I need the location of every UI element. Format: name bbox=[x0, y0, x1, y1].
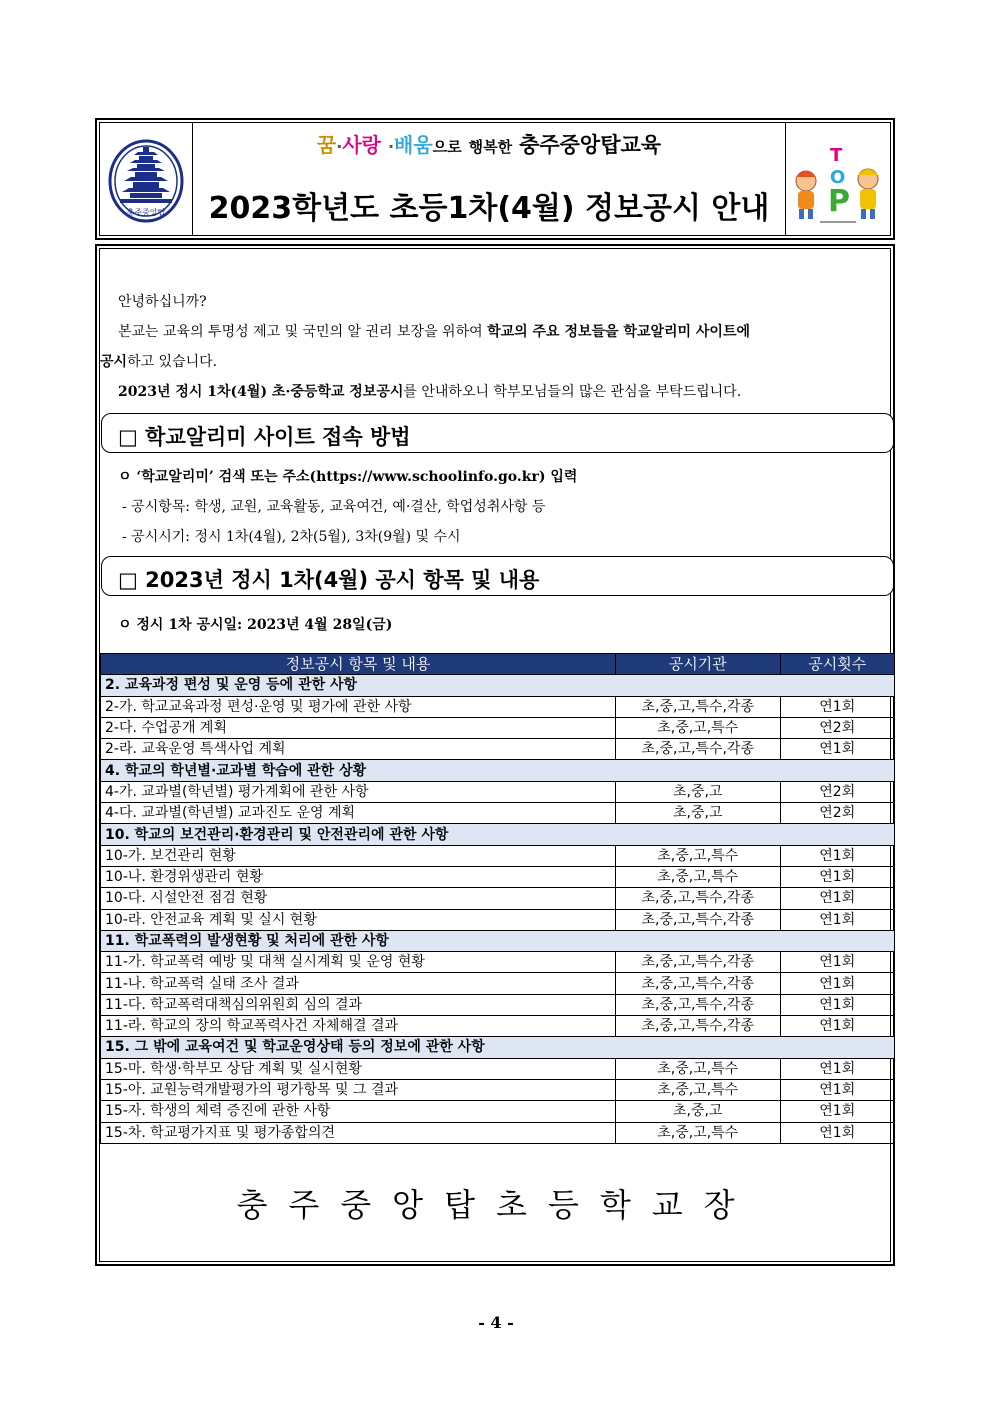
mascot-letter-t: T bbox=[830, 145, 843, 166]
intro-line-1 bbox=[118, 321, 750, 341]
table-category-row bbox=[101, 1037, 895, 1058]
table-row bbox=[101, 994, 895, 1015]
table-row bbox=[101, 1101, 895, 1122]
access-item-categories: - 공시항목: 학생, 교원, 교육활동, 교육여건, 예·결산, 학업성취사항 등 bbox=[122, 499, 546, 515]
greeting-text: 안녕하십니까? bbox=[118, 294, 207, 310]
mascot-letter-o: O bbox=[830, 167, 846, 188]
freq-cell: 연1회 bbox=[780, 888, 895, 909]
signature: 충주중앙탑초등학교장 bbox=[236, 1186, 756, 1224]
freq-cell: 연1회 bbox=[780, 994, 895, 1015]
slogan-suffix-1: 으로 bbox=[432, 138, 462, 156]
org-cell: 초,중,고,특수,각종 bbox=[615, 909, 780, 930]
page-title: 2023학년도 초등1차(4월) 정보공시 안내 bbox=[208, 191, 770, 226]
intro-line-1-a: 본교는 교육의 투명성 제고 및 국민의 알 권리 보장을 위하여 bbox=[118, 324, 488, 340]
org-cell: 초,중,고,특수,각종 bbox=[615, 888, 780, 909]
org-cell: 초,중,고,특수,각종 bbox=[615, 952, 780, 973]
org-cell: 초,중,고,특수,각종 bbox=[615, 1016, 780, 1037]
slogan-learning: 배움 bbox=[394, 133, 433, 157]
category-cell: 15. 그 밖에 교육여건 및 학교운영상태 등의 정보에 관한 사항 bbox=[101, 1037, 895, 1058]
header-org: 공시기관 bbox=[615, 654, 780, 675]
intro-line-3 bbox=[118, 381, 741, 401]
org-cell: 초,중,고,특수,각종 bbox=[615, 994, 780, 1015]
org-cell: 초,중,고,특수 bbox=[615, 845, 780, 866]
page-number: - 4 - bbox=[478, 1313, 514, 1332]
disclosure-date-bullet: ㅇ 정시 1차 공시일: 2023년 4월 28일(금) bbox=[118, 617, 393, 633]
freq-cell: 연1회 bbox=[780, 973, 895, 994]
item-cell: 10-라. 안전교육 계획 및 실시 현황 bbox=[101, 909, 616, 930]
org-cell: 초,중,고,특수 bbox=[615, 1079, 780, 1100]
category-cell: 11. 학교폭력의 발생현황 및 처리에 관한 사항 bbox=[101, 930, 895, 951]
disclosure-items-table bbox=[100, 653, 895, 1144]
org-cell: 초,중,고 bbox=[615, 781, 780, 802]
item-cell: 15-차. 학교평가지표 및 평가종합의견 bbox=[101, 1122, 616, 1143]
table-row bbox=[101, 1058, 895, 1079]
section-title-access: □ 학교알리미 사이트 접속 방법 bbox=[118, 425, 411, 449]
mascot-letter-p: P bbox=[828, 184, 850, 219]
item-cell: 4-다. 교과별(학년별) 교과진도 운영 계획 bbox=[101, 803, 616, 824]
item-cell: 15-자. 학생의 체력 증진에 관한 사항 bbox=[101, 1101, 616, 1122]
intro-line-3-b: 를 안내하오니 학부모님들의 많은 관심을 부탁드립니다. bbox=[403, 384, 742, 400]
table-header-row bbox=[101, 654, 895, 675]
table-row bbox=[101, 866, 895, 887]
item-cell: 4-가. 교과별(학년별) 평가계획에 관한 사항 bbox=[101, 781, 616, 802]
item-cell: 10-나. 환경위생관리 현황 bbox=[101, 866, 616, 887]
org-cell: 초,중,고,특수 bbox=[615, 717, 780, 738]
table-row bbox=[101, 888, 895, 909]
header-freq: 공시횟수 bbox=[780, 654, 895, 675]
item-cell: 11-다. 학교폭력대책심의위원회 심의 결과 bbox=[101, 994, 616, 1015]
section-heading-items bbox=[101, 556, 894, 596]
freq-cell: 연1회 bbox=[780, 1079, 895, 1100]
item-cell: 2-라. 교육운영 특색사업 계획 bbox=[101, 739, 616, 760]
freq-cell: 연1회 bbox=[780, 1122, 895, 1143]
table-row bbox=[101, 696, 895, 717]
slogan bbox=[193, 129, 785, 159]
freq-cell: 연1회 bbox=[780, 952, 895, 973]
freq-cell: 연1회 bbox=[780, 739, 895, 760]
intro-line-3-a: 2023년 정시 1차(4월) 초·중등학교 정보공시 bbox=[118, 384, 404, 400]
org-cell: 초,중,고 bbox=[615, 803, 780, 824]
top-mascot-logo bbox=[790, 141, 886, 225]
item-cell: 10-다. 시설안전 점검 현황 bbox=[101, 888, 616, 909]
org-cell: 초,중,고,특수,각종 bbox=[615, 973, 780, 994]
slogan-suffix-2: 행복한 bbox=[468, 138, 513, 156]
access-bullet: ㅇ ‘학교알리미’ 검색 또는 주소(https://www.schoolinfo.go.kr) 입력 bbox=[118, 469, 578, 485]
org-cell: 초,중,고,특수,각종 bbox=[615, 696, 780, 717]
header-item: 정보공시 항목 및 내용 bbox=[101, 654, 616, 675]
table-row bbox=[101, 739, 895, 760]
table-body bbox=[101, 675, 895, 1144]
slogan-love: 사랑 bbox=[342, 133, 381, 157]
section-title-items: □ 2023년 정시 1차(4월) 공시 항목 및 내용 bbox=[118, 568, 540, 592]
item-cell: 11-나. 학교폭력 실태 조사 결과 bbox=[101, 973, 616, 994]
item-cell: 15-아. 교원능력개발평가의 평가항목 및 그 결과 bbox=[101, 1079, 616, 1100]
freq-cell: 연2회 bbox=[780, 717, 895, 738]
table-row bbox=[101, 803, 895, 824]
category-cell: 2. 교육과정 편성 및 운영 등에 관한 사항 bbox=[101, 675, 895, 696]
category-cell: 10. 학교의 보건관리·환경관리 및 안전관리에 관한 사항 bbox=[101, 824, 895, 845]
category-cell: 4. 학교의 학년별·교과별 학습에 관한 상황 bbox=[101, 760, 895, 781]
header-inner bbox=[99, 122, 891, 236]
freq-cell: 연1회 bbox=[780, 1058, 895, 1079]
logo-cell bbox=[100, 123, 193, 235]
item-cell: 15-마. 학생·학부모 상담 계획 및 실시현황 bbox=[101, 1058, 616, 1079]
section-heading-access bbox=[101, 413, 894, 453]
item-cell: 10-가. 보건관리 현황 bbox=[101, 845, 616, 866]
item-cell: 11-라. 학교의 장의 학교폭력사건 자체해결 결과 bbox=[101, 1016, 616, 1037]
document-header bbox=[95, 118, 895, 240]
freq-cell: 연1회 bbox=[780, 696, 895, 717]
freq-cell: 연1회 bbox=[780, 866, 895, 887]
access-item-schedule: - 공시시기: 정시 1차(4월), 2차(5월), 3차(9월) 및 수시 bbox=[122, 529, 461, 545]
table-category-row bbox=[101, 675, 895, 696]
slogan-dream: 꿈 bbox=[316, 133, 337, 157]
table-row bbox=[101, 781, 895, 802]
table-row bbox=[101, 909, 895, 930]
item-cell: 2-가. 학교교육과정 편성·운영 및 평가에 관한 사항 bbox=[101, 696, 616, 717]
intro-line-2-a: 공시 bbox=[100, 354, 128, 370]
slogan-dot-2: · bbox=[387, 137, 395, 156]
intro-line-2-b: 하고 있습니다. bbox=[127, 354, 218, 370]
table-row bbox=[101, 717, 895, 738]
table-row bbox=[101, 1079, 895, 1100]
seal-text: 충주중앙탑 bbox=[126, 208, 166, 217]
slogan-brand: 충주중앙탑교육 bbox=[519, 133, 662, 157]
freq-cell: 연1회 bbox=[780, 1016, 895, 1037]
org-cell: 초,중,고,특수 bbox=[615, 1122, 780, 1143]
org-cell: 초,중,고,특수 bbox=[615, 866, 780, 887]
table-category-row bbox=[101, 760, 895, 781]
intro-line-1-b: 학교의 주요 정보들을 학교알리미 사이트에 bbox=[487, 324, 751, 340]
freq-cell: 연1회 bbox=[780, 909, 895, 930]
freq-cell: 연2회 bbox=[780, 803, 895, 824]
slogan-dot-1: · bbox=[336, 137, 343, 156]
header-title-cell bbox=[193, 123, 785, 235]
freq-cell: 연1회 bbox=[780, 845, 895, 866]
intro-line-2 bbox=[100, 351, 217, 371]
item-cell: 11-가. 학교폭력 예방 및 대책 실시계획 및 운영 현황 bbox=[101, 952, 616, 973]
table-row bbox=[101, 952, 895, 973]
freq-cell: 연2회 bbox=[780, 781, 895, 802]
item-cell: 2-다. 수업공개 계획 bbox=[101, 717, 616, 738]
org-cell: 초,중,고 bbox=[615, 1101, 780, 1122]
table-category-row bbox=[101, 930, 895, 951]
table-row bbox=[101, 1016, 895, 1037]
freq-cell: 연1회 bbox=[780, 1101, 895, 1122]
table-row bbox=[101, 1122, 895, 1143]
org-cell: 초,중,고,특수 bbox=[615, 1058, 780, 1079]
table-row bbox=[101, 973, 895, 994]
table-row bbox=[101, 845, 895, 866]
table-category-row bbox=[101, 824, 895, 845]
mascot-cell bbox=[785, 123, 890, 235]
school-seal-logo bbox=[108, 139, 184, 223]
org-cell: 초,중,고,특수,각종 bbox=[615, 739, 780, 760]
